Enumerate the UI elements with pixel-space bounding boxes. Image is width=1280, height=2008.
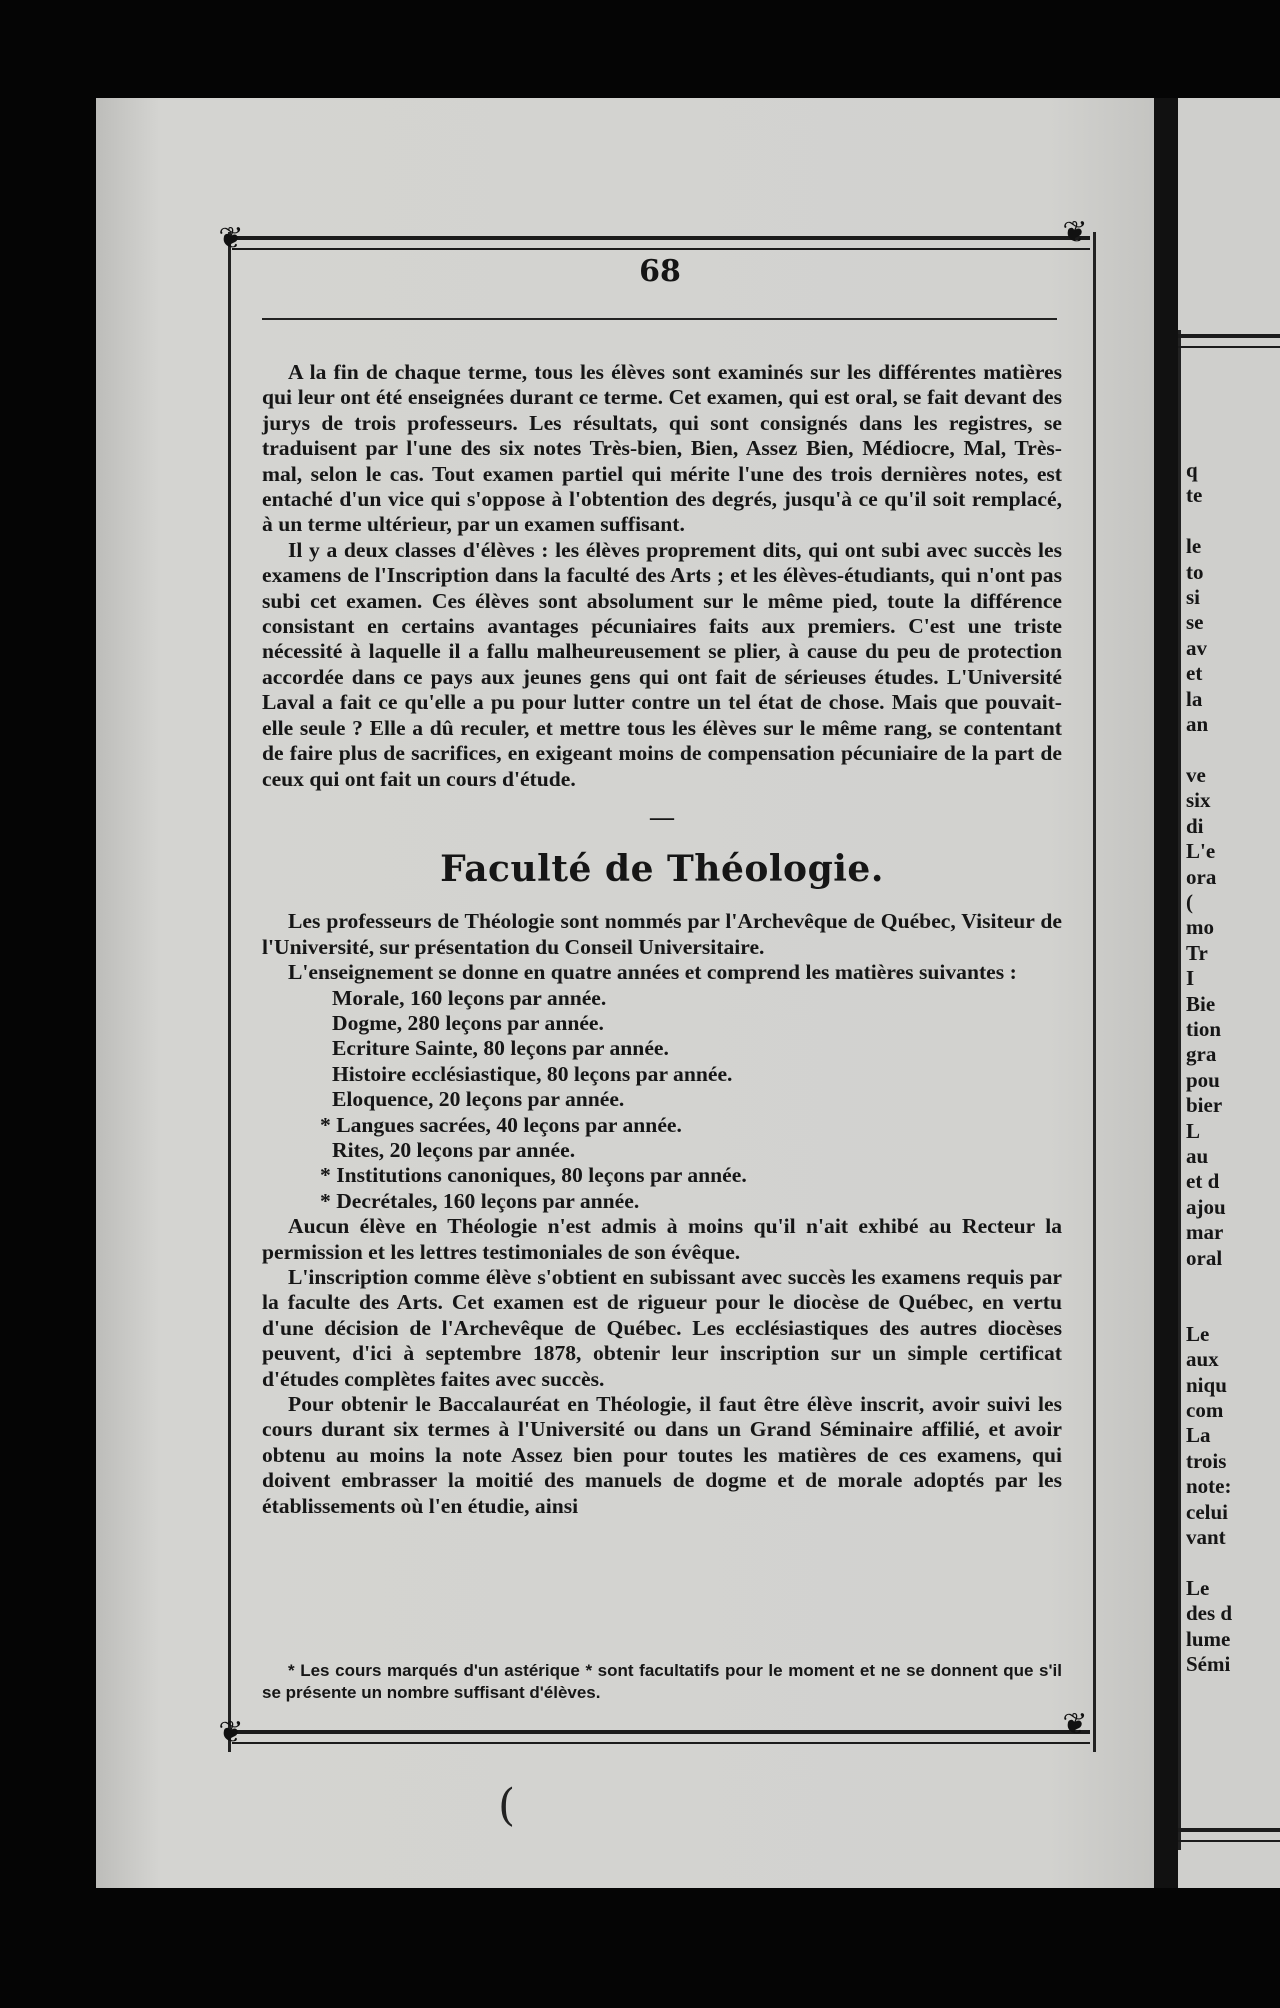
right-page-line: et d bbox=[1186, 1169, 1220, 1194]
book-gutter bbox=[1154, 98, 1178, 1888]
right-page-line: ajou bbox=[1186, 1194, 1226, 1219]
frame-bottom-rule bbox=[232, 1730, 1090, 1744]
right-page-line: Le bbox=[1186, 1575, 1210, 1600]
right-page-line: com bbox=[1186, 1398, 1224, 1423]
course-item: * Decrétales, 160 leçons par année. bbox=[320, 1188, 640, 1213]
right-page-line: q bbox=[1186, 458, 1198, 482]
frame-top-rule bbox=[232, 236, 1090, 250]
margin-pencil-mark: ( bbox=[498, 1780, 516, 1831]
right-page-line: lume bbox=[1186, 1626, 1231, 1651]
right-page-line: oral bbox=[1186, 1245, 1223, 1270]
right-page-line: I bbox=[1186, 966, 1195, 991]
paragraph-inscription: L'inscription comme élève s'obtient en subissant avec succès les examens requis par la faculte des Arts. Cet examen est de rigueur pour le diocèse de Québec, en vertu d'une décision de l'Archevêque de Québec. Les ecclésiastiques des autres diocèses peuvent, d'ici à septembre 1878, obtenir leur inscription sur un simple certificat d'études complètes faites avec succès. bbox=[262, 1265, 1062, 1391]
section-title: Faculté de Théologie. bbox=[440, 848, 884, 891]
right-page-line: et bbox=[1186, 661, 1203, 686]
right-page-line: celui bbox=[1186, 1499, 1228, 1524]
course-item: Dogme, 280 leçons par année. bbox=[332, 1010, 604, 1035]
paragraph-professors: Les professeurs de Théologie sont nommés par l'Archevêque de Québec, Visiteur de l'Université, sur présentation du Conseil Universitaire. bbox=[262, 909, 1062, 959]
right-page-line: te bbox=[1186, 483, 1203, 508]
right-page-line: le bbox=[1186, 534, 1202, 559]
header-rule bbox=[262, 318, 1057, 320]
right-page-line: to bbox=[1186, 559, 1204, 584]
right-page-line bbox=[1186, 737, 1280, 762]
ornament-bottom-left-icon: ❦ bbox=[218, 1715, 244, 1750]
ornament-bottom-right-icon: ❦ bbox=[1062, 1707, 1088, 1742]
right-page-line: di bbox=[1186, 813, 1204, 838]
course-item: Histoire ecclésiastique, 80 leçons par année. bbox=[332, 1061, 733, 1086]
right-page-line: six bbox=[1186, 788, 1211, 813]
paragraph-student-classes: Il y a deux classes d'élèves : les élèves proprement dits, qui ont subi avec succès les examens de l'Inscription dans la faculté des Arts ; et les élèves-étudiants, qui n'ont pas subi cet examen. Ces élèves sont absolument sur le même pied, toute la différence consistant en certains avantages pécuniaires faits aux premiers. C'est une triste nécessité à laquelle il a fallu malheureusement se plier, à cause du peu de protection accordée dans ce pays aux jeunes gens qui ont fait de sérieuses études. L'Université Laval a fait ce qu'elle a pu pour lutter contre un tel état de chose. Mais que pouvait-elle seule ? Elle a dû reculer, et mettre tous les élèves sur le même rang, se contentant de faire plus de sacrifices, en exigeant moins de compensation pécuniaire de la part de ceux qui ont fait un cours d'étude. bbox=[262, 537, 1062, 791]
right-page-line: L'e bbox=[1186, 839, 1216, 864]
right-page-line bbox=[1186, 1296, 1280, 1321]
right-page-line bbox=[1186, 1550, 1280, 1575]
right-page-line: Bie bbox=[1186, 991, 1216, 1016]
course-item: Ecriture Sainte, 80 leçons par année. bbox=[332, 1036, 669, 1061]
right-page bbox=[1178, 98, 1280, 1888]
paragraph-baccalaureate: Pour obtenir le Baccalauréat en Théologie, il faut être élève inscrit, avoir suivi les cours durant six termes à l'Université ou dans un Grand Séminaire affilié, et avoir obtenu au moins la note Assez bien pour toutes les matières de ces examens, qui doivent embrasser la moitié des manuels de dogme et de morale adoptés par les établissements où l'en étudie, ainsi bbox=[262, 1392, 1062, 1518]
page-body bbox=[262, 360, 1062, 1519]
right-page-line: mar bbox=[1186, 1220, 1224, 1245]
right-page-line: des d bbox=[1186, 1601, 1233, 1626]
right-page-line: gra bbox=[1186, 1042, 1217, 1067]
right-page-line bbox=[1186, 509, 1280, 534]
right-page-line: Le bbox=[1186, 1321, 1210, 1346]
right-page-line: vant bbox=[1186, 1525, 1226, 1550]
course-item: * Institutions canoniques, 80 leçons par année. bbox=[320, 1163, 747, 1188]
course-item: Rites, 20 leçons par année. bbox=[332, 1137, 576, 1162]
right-page-line: bier bbox=[1186, 1093, 1223, 1118]
right-page-line: si bbox=[1186, 585, 1201, 610]
right-page-line: trois bbox=[1186, 1448, 1227, 1473]
right-page-line: L bbox=[1186, 1118, 1201, 1143]
right-page-line: La bbox=[1186, 1423, 1211, 1448]
right-page-line: tion bbox=[1186, 1016, 1222, 1041]
right-frame-top-rule bbox=[1178, 334, 1280, 348]
right-page-line: Sémi bbox=[1186, 1652, 1231, 1677]
right-page-line: au bbox=[1186, 1143, 1209, 1168]
section-separator: — bbox=[650, 804, 674, 831]
right-page-line: Tr bbox=[1186, 940, 1208, 965]
right-page-line: note: bbox=[1186, 1474, 1232, 1499]
right-page-text bbox=[1186, 458, 1280, 1678]
right-page-line: mo bbox=[1186, 915, 1214, 940]
right-page-line: ora bbox=[1186, 864, 1217, 889]
right-page-line: an bbox=[1186, 712, 1209, 737]
ornament-top-left-icon: ❦ bbox=[218, 221, 244, 256]
paragraph-admission: Aucun élève en Théologie n'est admis à moins qu'il n'ait exhibé au Recteur la permission et les lettres testimoniales de son évêque. bbox=[262, 1214, 1062, 1264]
right-page-line: aux bbox=[1186, 1347, 1219, 1372]
course-item: * Langues sacrées, 40 leçons par année. bbox=[320, 1112, 682, 1137]
right-page-line: niqu bbox=[1186, 1372, 1227, 1397]
course-item: Morale, 160 leçons par année. bbox=[332, 985, 607, 1010]
right-page-line: se bbox=[1186, 610, 1204, 635]
course-list bbox=[262, 986, 1062, 1215]
paragraph-exams: A la fin de chaque terme, tous les élèves sont examinés sur les différentes matières qui leur ont été enseignées durant ce terme. Cet examen, qui est oral, se fait devant des jurys de trois professeurs. Les résultats, qui sont consignés dans les registres, se traduisent par l'une des six notes Très-bien, Bien, Assez Bien, Médiocre, Mal, Très-mal, selon le cas. Tout examen partiel qui mérite l'une des trois dernières notes, est entaché d'un vice qui s'oppose à l'obtention des degrés, jusqu'à ce qu'il soit remplacé, à un terme ultérieur, par un examen suffisant. bbox=[262, 360, 1062, 537]
right-page-line: la bbox=[1186, 686, 1203, 711]
right-frame-bottom-rule bbox=[1178, 1828, 1280, 1842]
right-page-frame bbox=[1178, 330, 1181, 1850]
right-page-line: av bbox=[1186, 635, 1207, 660]
ornament-top-right-icon: ❦ bbox=[1062, 215, 1088, 250]
course-item: Eloquence, 20 leçons par année. bbox=[332, 1087, 625, 1112]
footnote: * Les cours marqués d'un astérique * sont facultatifs pour le moment et ne se donnent que s'il se présente un nombre suffisant d'élèves. bbox=[262, 1661, 1062, 1702]
right-page-line: pou bbox=[1186, 1067, 1220, 1092]
right-page-line: ( bbox=[1186, 889, 1193, 914]
right-page-line: ve bbox=[1186, 762, 1206, 787]
paragraph-teaching: L'enseignement se donne en quatre années et comprend les matières suivantes : bbox=[288, 960, 1017, 985]
right-page-line bbox=[1186, 1271, 1280, 1296]
page-number: 68 bbox=[639, 254, 681, 289]
